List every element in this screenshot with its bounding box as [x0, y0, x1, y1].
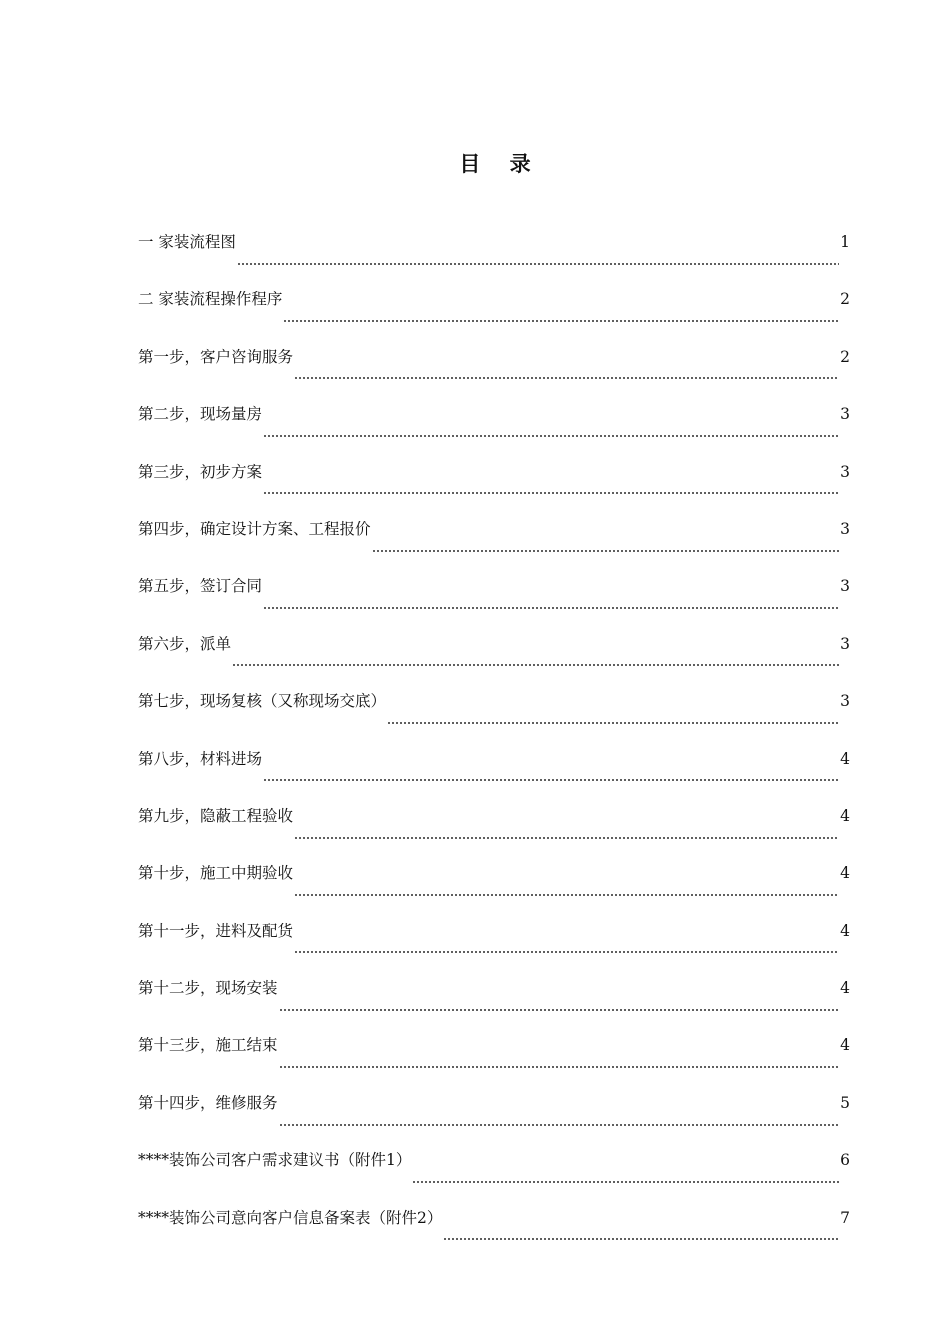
toc-entry-page: 3: [840, 692, 850, 711]
toc-entry-page: 7: [840, 1208, 850, 1227]
dot-leader: [263, 598, 839, 610]
dot-leader: [237, 254, 839, 266]
toc-entry-page: 4: [840, 806, 850, 825]
dot-leader: [387, 713, 839, 725]
toc-entry[interactable]: [138, 630, 850, 687]
toc-entry[interactable]: [138, 458, 850, 515]
toc-entry-page: 4: [840, 921, 850, 940]
toc-entry-label: 第一步，客户咨询服务: [138, 347, 294, 366]
toc-entry-page: 3: [840, 405, 850, 424]
toc-entry-label: 第十二步，现场安装: [138, 979, 278, 998]
toc-entry-label: 第十三步，施工结束: [138, 1036, 278, 1055]
toc-entry-label: 第十步，施工中期验收: [138, 864, 294, 883]
toc-entry-label: 第七步，现场复核（又称现场交底）: [138, 692, 387, 711]
dot-leader: [294, 828, 839, 840]
toc-entry-page: 2: [840, 290, 850, 309]
dot-leader: [232, 655, 839, 667]
dot-leader: [279, 1057, 840, 1069]
toc-entry-page: 4: [840, 979, 850, 998]
dot-leader: [263, 483, 839, 495]
toc-entry[interactable]: [138, 572, 850, 629]
toc-entry[interactable]: [138, 917, 850, 974]
toc-entry-label: 二 家装流程操作程序: [138, 290, 283, 309]
toc-entry[interactable]: [138, 1089, 850, 1146]
toc-entry-page: 6: [840, 1151, 850, 1170]
toc-entry-page: 3: [840, 634, 850, 653]
toc-entry[interactable]: [138, 1031, 850, 1088]
dot-leader: [294, 368, 839, 380]
toc-entry-label: 第十一步，进料及配货: [138, 921, 294, 940]
dot-leader: [412, 1172, 839, 1184]
page-title: 目 录: [459, 152, 531, 176]
toc-entry[interactable]: [138, 745, 850, 802]
table-of-contents: [138, 228, 850, 1261]
toc-entry-page: 3: [840, 577, 850, 596]
toc-entry-page: 2: [840, 347, 850, 366]
toc-entry[interactable]: [138, 285, 850, 342]
toc-entry-label: 第八步，材料进场: [138, 749, 263, 768]
toc-entry-page: 4: [840, 1036, 850, 1055]
toc-entry-label: 第四步，确定设计方案、工程报价: [138, 519, 371, 538]
toc-entry[interactable]: [138, 343, 850, 400]
toc-entry-label: 第十四步，维修服务: [138, 1093, 278, 1112]
toc-entry[interactable]: [138, 1146, 850, 1203]
toc-entry-page: 3: [840, 462, 850, 481]
toc-entry[interactable]: [138, 859, 850, 916]
dot-leader: [283, 311, 839, 323]
toc-entry-label: 第二步，现场量房: [138, 405, 263, 424]
toc-entry[interactable]: [138, 400, 850, 457]
dot-leader: [279, 1115, 840, 1127]
toc-entry[interactable]: [138, 974, 850, 1031]
dot-leader: [279, 1000, 840, 1012]
toc-entry-label: 第九步，隐蔽工程验收: [138, 806, 294, 825]
toc-entry-page: 4: [840, 864, 850, 883]
dot-leader: [443, 1229, 839, 1241]
dot-leader: [294, 942, 839, 954]
toc-entry-page: 1: [840, 233, 850, 251]
toc-entry-label: 第五步，签订合同: [138, 577, 263, 596]
dot-leader: [263, 770, 839, 782]
dot-leader: [263, 426, 839, 438]
toc-entry-label: ****装饰公司客户需求建议书（附件1）: [138, 1151, 412, 1170]
toc-entry-page: 3: [840, 519, 850, 538]
toc-entry-label: 第三步，初步方案: [138, 462, 263, 481]
toc-entry-label: ****装饰公司意向客户信息备案表（附件2）: [138, 1208, 443, 1227]
toc-entry-label: 第六步，派单: [138, 634, 232, 653]
dot-leader: [294, 885, 839, 897]
toc-entry[interactable]: [138, 687, 850, 744]
toc-entry[interactable]: [138, 802, 850, 859]
dot-leader: [372, 541, 840, 553]
toc-entry-label: 一 家装流程图: [138, 233, 236, 251]
toc-entry[interactable]: [138, 228, 850, 285]
toc-entry-page: 5: [840, 1093, 850, 1112]
toc-entry[interactable]: [138, 1204, 850, 1261]
toc-entry[interactable]: [138, 515, 850, 572]
toc-entry-page: 4: [840, 749, 850, 768]
